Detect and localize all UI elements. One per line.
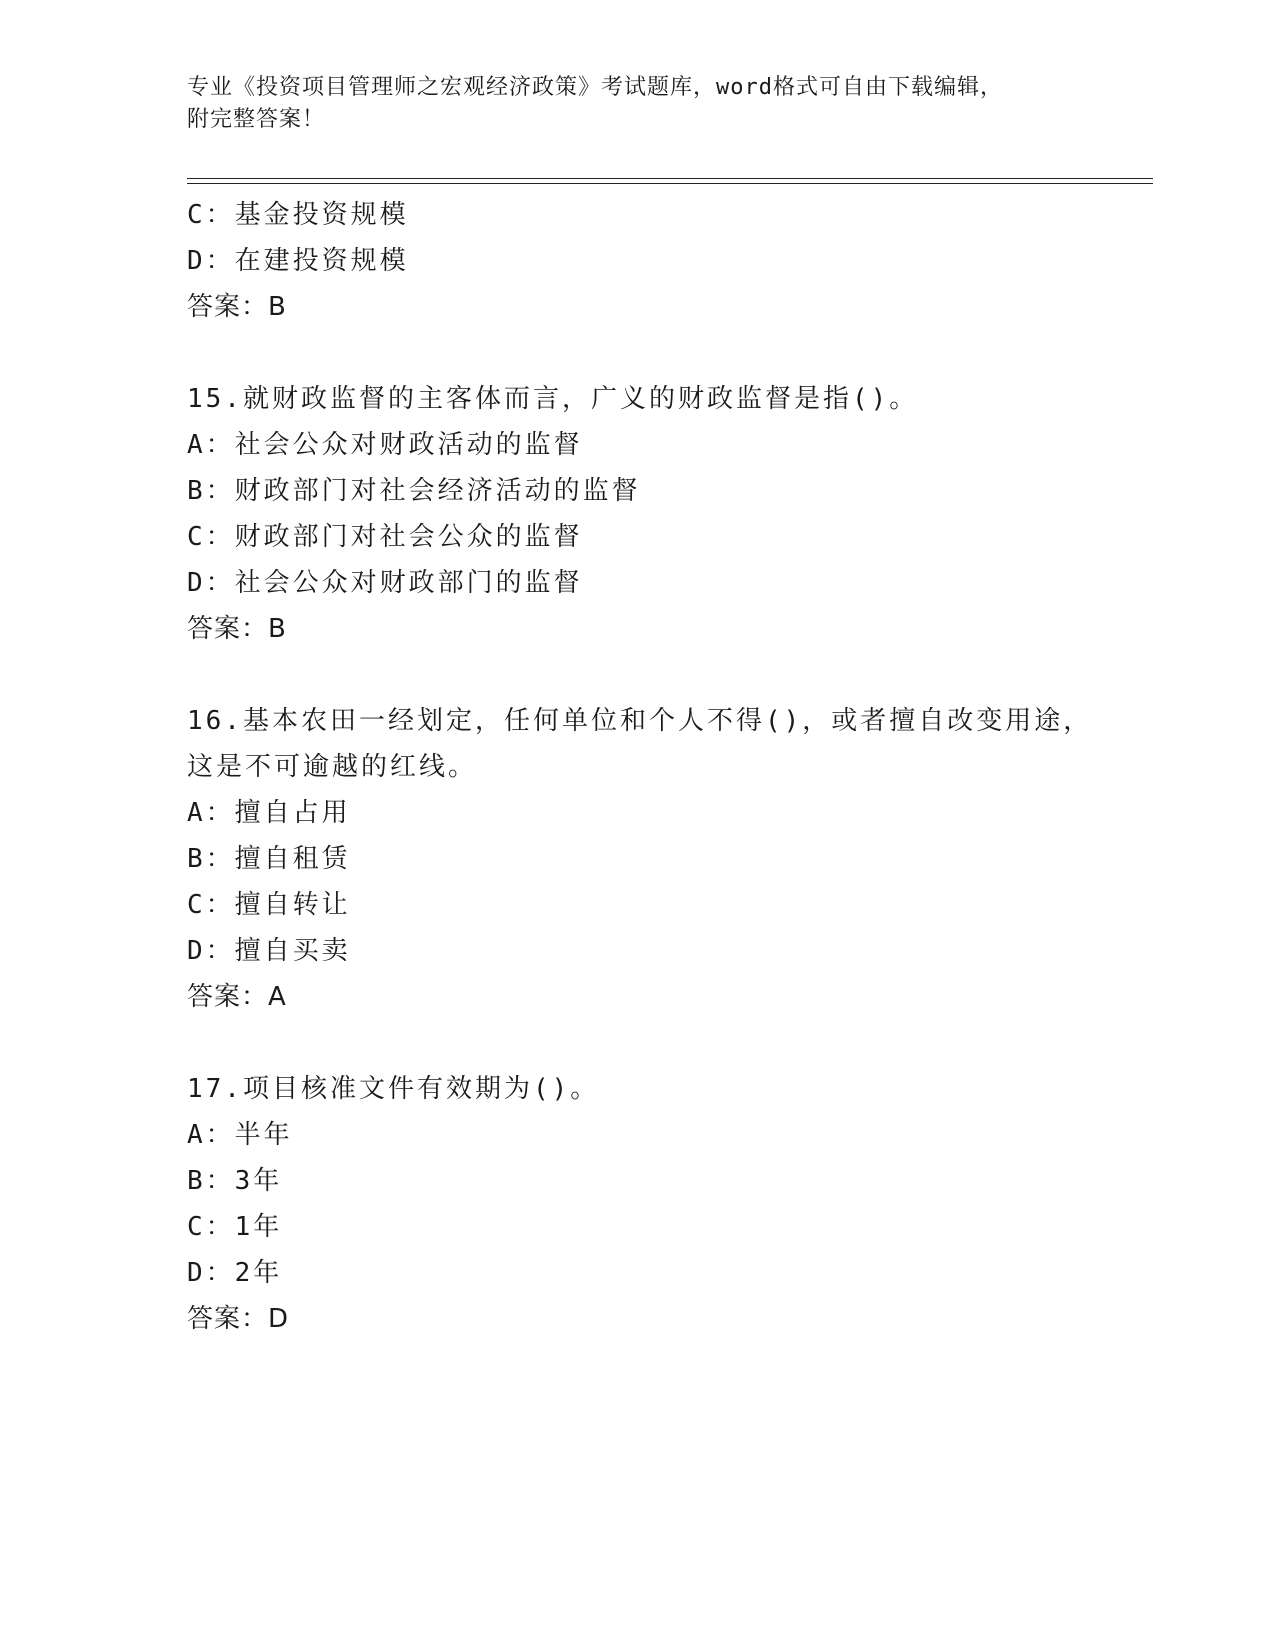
- option-c: C：擅自转让: [187, 890, 351, 920]
- option-c: C：1年: [187, 1212, 283, 1242]
- option-a: A：半年: [187, 1120, 293, 1150]
- option-d: D：2年: [187, 1258, 283, 1288]
- option-c: C：基金投资规模: [187, 200, 409, 230]
- question-16: [187, 698, 1107, 1020]
- spacer: [187, 330, 1107, 376]
- answer-line: 答案：B: [187, 614, 287, 644]
- question-list: [187, 192, 1107, 1342]
- option-d: D：社会公众对财政部门的监督: [187, 568, 583, 598]
- header-line-1: 专业《投资项目管理师之宏观经济政策》考试题库，word格式可自由下载编辑，: [187, 75, 1003, 100]
- question-continuation: [187, 192, 1107, 330]
- option-c: C：财政部门对社会公众的监督: [187, 522, 583, 552]
- question-stem: 15.就财政监督的主客体而言，广义的财政监督是指()。: [187, 384, 919, 414]
- spacer: [187, 652, 1107, 698]
- question-stem-line-2: 这是不可逾越的红线。: [187, 752, 478, 782]
- document-header: [187, 72, 1087, 136]
- answer-line: 答案：A: [187, 982, 287, 1012]
- question-stem: 17.项目核准文件有效期为()。: [187, 1074, 600, 1104]
- header-divider-bottom: [187, 183, 1153, 184]
- answer-line: 答案：B: [187, 292, 287, 322]
- answer-line: 答案：D: [187, 1304, 290, 1334]
- question-17: [187, 1066, 1107, 1342]
- question-15: [187, 376, 1107, 652]
- header-line-2: 附完整答案！: [187, 107, 326, 132]
- option-a: A：社会公众对财政活动的监督: [187, 430, 583, 460]
- option-d: D：擅自买卖: [187, 936, 351, 966]
- option-b: B：3年: [187, 1166, 283, 1196]
- question-stem-line-1: 16.基本农田一经划定，任何单位和个人不得()，或者擅自改变用途，: [187, 706, 1093, 736]
- option-d: D：在建投资规模: [187, 246, 409, 276]
- header-divider-top: [187, 178, 1153, 179]
- option-b: B：财政部门对社会经济活动的监督: [187, 476, 641, 506]
- spacer: [187, 1020, 1107, 1066]
- option-b: B：擅自租赁: [187, 844, 351, 874]
- option-a: A：擅自占用: [187, 798, 351, 828]
